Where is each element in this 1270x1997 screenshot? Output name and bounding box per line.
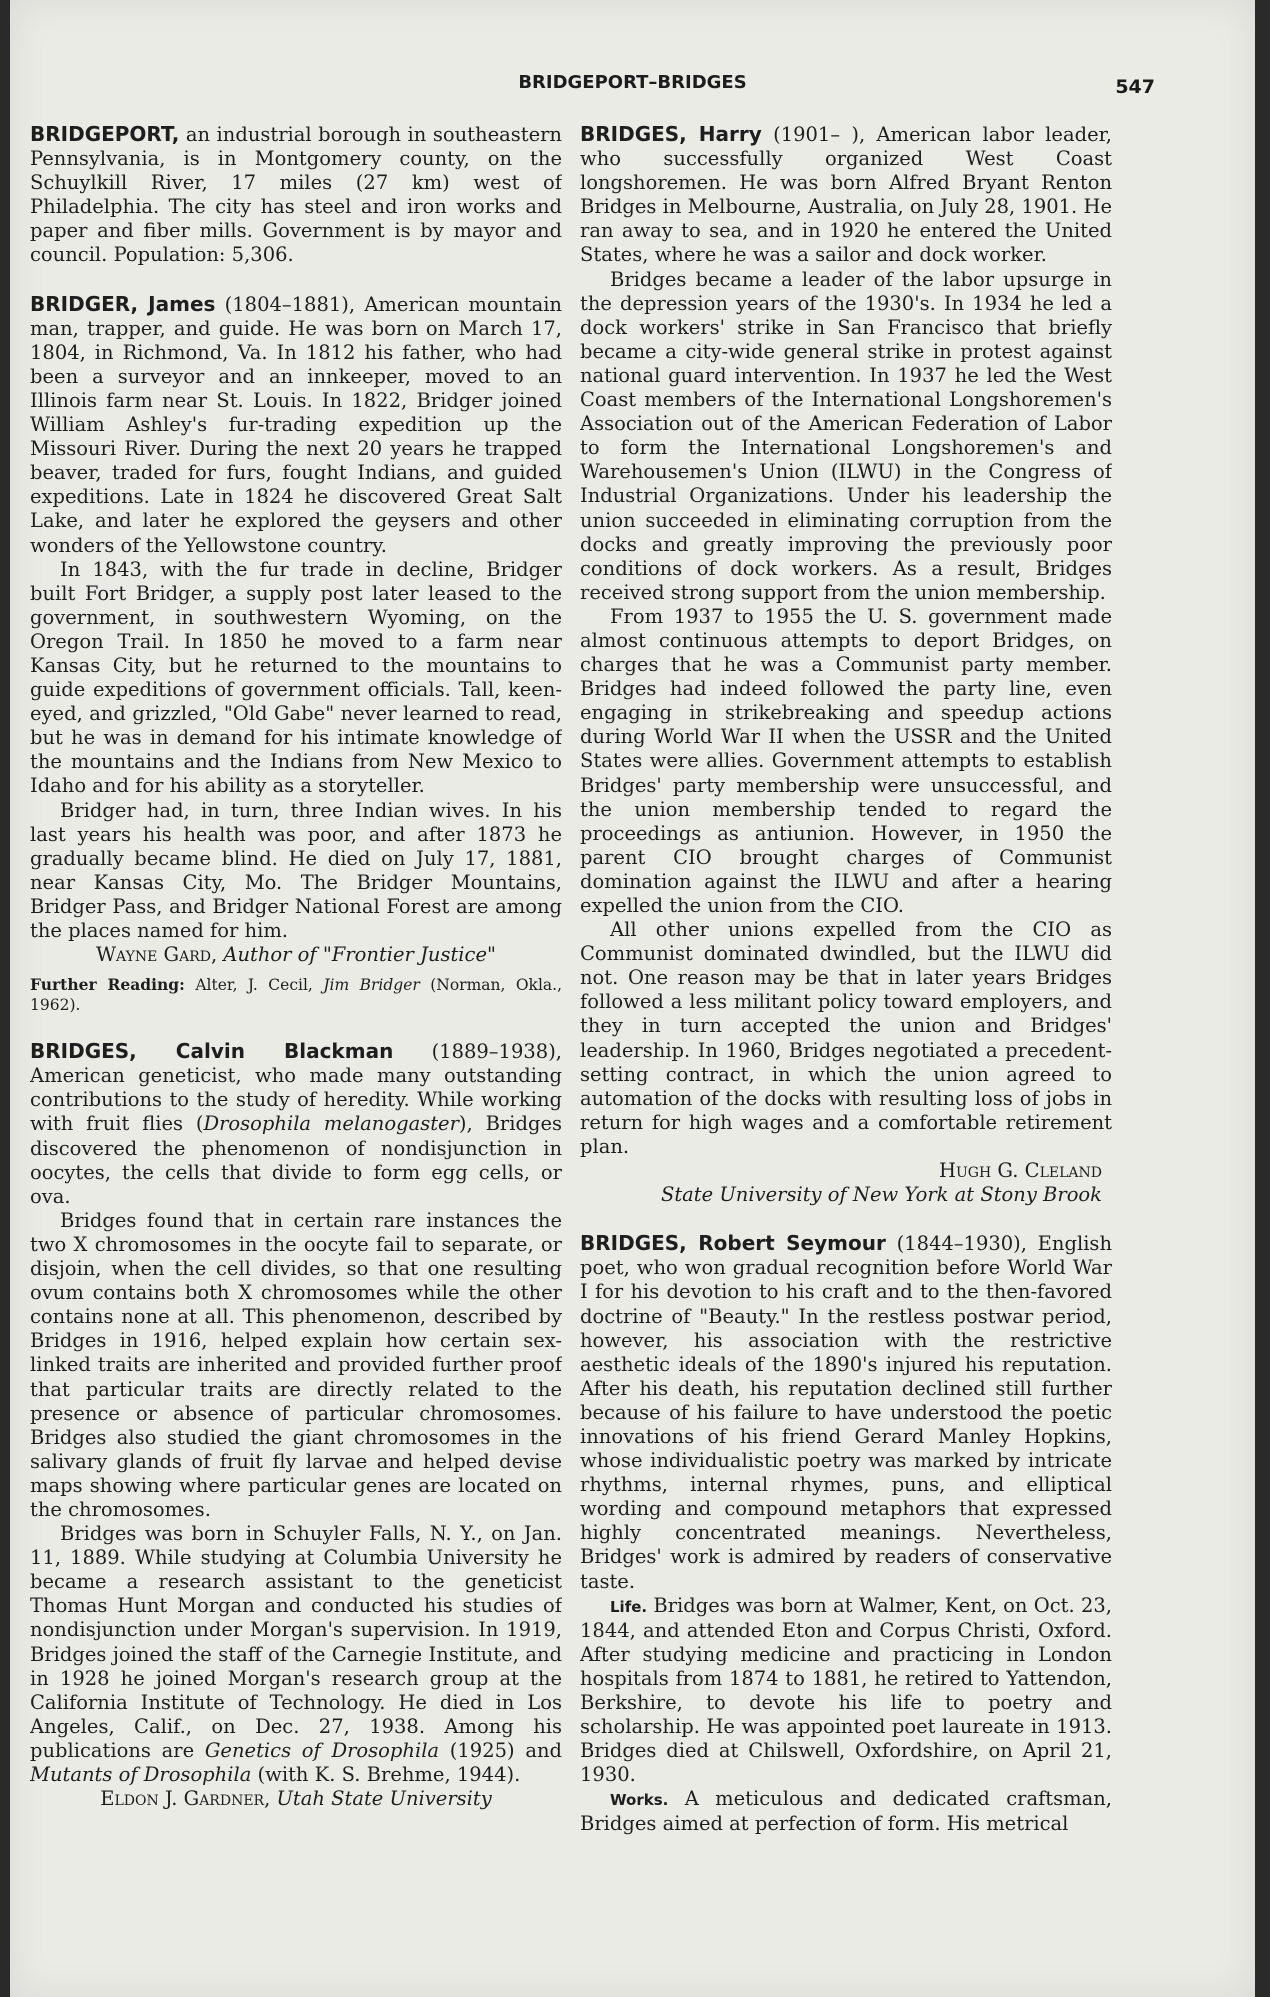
entry-paragraph: In 1843, with the fur trade in decline, Bridger built Fort Bridger, a supply post later leased to the government, in southwestern Wyoming, on the Oregon Trail. In 1850 he moved to a farm near Kansas City, but he returned to the mountains to guide expeditions of government officials. Tall, keen-eyed, and grizzled, "Old Gabe" never learned to read, but he was in demand for his intimate knowledge of the mountains and the Indians from New Mexico to Idaho and for his ability as a storyteller. [30, 557, 562, 798]
entry-paragraph [580, 122, 1112, 268]
entry-paragraph: Bridger had, in turn, three Indian wives. In his last years his health was poor, and after 1873 he gradually became blind. He died on July 17, 1881, near Kansas City, Mo. The Bridger Mountains, Bridger Pass, and Bridger National Forest are among the places named for him. [30, 798, 562, 942]
further-reading-label: Further Reading: [30, 975, 185, 995]
entry-headword: BRIDGES, Harry [580, 122, 762, 146]
entry-headword: BRIDGEPORT, [30, 122, 180, 146]
entry-paragraph [580, 1594, 1112, 1788]
encyclopedia-page [10, 0, 1255, 1997]
entry-bridger [30, 292, 562, 1016]
author-signature [30, 1787, 562, 1811]
entry-paragraph: From 1937 to 1955 the U. S. government made almost continuous attempts to deport Bridges, on charges that he was a Communist party member. Bridges had indeed followed the party line, even engaging in strikebreaking and speedup actions during World War II when the USSR and the United States were allies. Government attempts to establish Bridges' party membership were unsuccessful, and the union membership tended to regard the proceedings as antiunion. However, in 1950 the parent CIO brought charges of Communist domination against the ILWU and after a hearing expelled the union from the CIO. [580, 604, 1112, 917]
entry-paragraph: All other unions expelled from the CIO as Communist dominated dwindled, but the ILWU did not. One reason may be that in later years Bridges followed a less militant policy toward employers, and they in turn accepted the union and Bridges' leadership. In 1960, Bridges negotiated a precedent-setting contract, in which the union agreed to automation of the docks with resulting loss of jobs in return for high wages and a comfortable retirement plan. [580, 918, 1112, 1158]
entry-text: (1901– ), American labor leader, who successfully organized West Coast longshoremen. He was born Alfred Bryant Renton Bridges in Melbourne, Australia, on July 28, 1901. He ran away to sea, and in 1920 he entered the United States, where he was a sailor and dock worker. [580, 123, 1112, 267]
entry-text: A meticulous and dedicated craftsman, Bridges aimed at perfection of form. His metrical [580, 1787, 1112, 1836]
author-affiliation [580, 1183, 1112, 1207]
entry-headword: BRIDGER, James [30, 291, 216, 316]
left-column [30, 122, 562, 1982]
author-name-text: Hugh G. Cleland [939, 1159, 1102, 1183]
entry-robert-bridges [580, 1231, 1112, 1836]
entry-text: (1844–1930), English poet, who won gradual recognition before World War I for his devotion to his craft and to the then-favored doctrine of "Beauty." In the restless postwar period, however, his association with the restrictive aesthetic ideals of the 1890's injured his reputation. After his death, his reputation declined still further because of his failure to have understood the poetic innovations of his friend Gerard Manley Hopkins, whose individualistic poetry was marked by intricate rhythms, internal rhymes, puns, and elliptical wording and compound metaphors that expressed highly concentrated meanings. Nevertheless, Bridges' work is admired by readers of conservative taste. [580, 1232, 1112, 1593]
author-affiliation-text: State University of New York at Stony Brook [660, 1183, 1102, 1207]
publication-title: Mutants of Drosophila [30, 1763, 252, 1786]
entry-calvin-bridges [30, 1039, 562, 1811]
entry-paragraph [30, 292, 562, 558]
page-header [10, 72, 1255, 102]
entry-text: (1925) and [449, 1738, 562, 1762]
entry-paragraph [580, 1787, 1112, 1836]
author-affiliation: Utah State University [276, 1787, 492, 1811]
page-number: 547 [1115, 76, 1155, 98]
author-signature [30, 943, 562, 967]
further-reading-title: Jim Bridger [323, 976, 420, 995]
entry-bridgeport [30, 122, 562, 268]
right-column [580, 122, 1112, 1982]
entry-paragraph [30, 1522, 562, 1787]
entry-text: (1889–1938), American geneticist, who made many outstanding contributions to the study of heredity. While working with fruit flies ( [30, 1040, 562, 1136]
entry-paragraph [580, 1231, 1112, 1593]
species-name: Drosophila melanogaster [203, 1112, 459, 1136]
entry-text: (1804–1881), American mountain man, trapper, and guide. He was born on March 17, 1804, in Richmond, Va. In 1812 his father, who had been a surveyor and an innkeeper, moved to an Illinois farm near St. Louis. In 1822, Bridger joined William Ashley's fur-trading expedition up the Missouri River. During the next 20 years he trapped beaver, traded for furs, fought Indians, and guided expeditions. Late in 1824 he discovered Great Salt Lake, and later he explored the geysers and other wonders of the Yellowstone country. [30, 292, 562, 557]
entry-harry-bridges [580, 122, 1112, 1207]
section-label-works: Works. [610, 1791, 669, 1810]
author-name: Wayne Gard, [96, 943, 218, 967]
entry-text: Bridges was born at Walmer, Kent, on Oct. 23, 1844, and attended Eton and Corpus Christi, Oxford. After studying medicine and practicing in London hospitals from 1874 to 1881, he retired to Yattendon, Berkshire, to devote his life to poetry and scholarship. He was appointed poet laureate in 1913. Bridges died at Chilswell, Oxfordshire, on April 21, 1930. [580, 1593, 1112, 1787]
entry-paragraph [30, 1039, 562, 1209]
author-name [580, 1159, 1112, 1183]
author-name: Eldon J. Gardner, [100, 1787, 271, 1811]
entry-text: ), Bridges discovered the phenomenon of nondisjunction in oocytes, the cells that divide to form egg cells, or ova. [30, 1112, 562, 1208]
entry-paragraph [30, 122, 562, 268]
entry-headword: BRIDGES, Calvin Blackman [30, 1039, 394, 1064]
entry-paragraph: Bridges became a leader of the labor upsurge in the depression years of the 1930's. In 1934 he led a dock workers' strike in San Francisco that briefly became a city-wide general strike in protest against national guard intervention. In 1937 he led the West Coast members of the International Longshoremen's Association out of the American Federation of Labor to form the International Longshoremen's and Warehousemen's Union (ILWU) in the Congress of Industrial Organizations. Under his leadership the union succeeded in eliminating corruption from the docks and greatly improving the previously poor conditions of dock workers. As a result, Bridges received strong support from the union membership. [580, 267, 1112, 604]
entry-paragraph: Bridges found that in certain rare instances the two X chromosomes in the oocyte fail to separate, or disjoin, when the cell divides, so that one resulting ovum contains both X chromosomes while the other contains none at all. This phenomenon, described by Bridges in 1916, helped explain how certain sex-linked traits are inherited and provided further proof that particular traits are directly related to the presence or absence of particular chromosomes. Bridges also studied the giant chromosomes in the salivary glands of fruit fly larvae and helped devise maps showing where particular genes are located on the chromosomes. [30, 1208, 562, 1521]
publication-title: Genetics of Drosophila [204, 1738, 440, 1762]
running-head: BRIDGEPORT–BRIDGES [518, 72, 747, 93]
further-reading [30, 975, 562, 1015]
further-reading-pub: (Norman, Okla., 1962). [30, 976, 562, 1015]
section-label-life: Life. [610, 1597, 648, 1616]
further-reading-author: Alter, J. Cecil, [195, 976, 313, 995]
entry-headword: BRIDGES, Robert Seymour [580, 1231, 886, 1256]
entry-text: Bridges was born in Schuyler Falls, N. Y., on Jan. 11, 1889. While studying at Columbia University he became a research assistant to the geneticist Thomas Hunt Morgan and conducted his studies of nondisjunction under Morgan's supervision. In 1919, Bridges joined the staff of the Carnegie Institute, and in 1928 he joined Morgan's research group at the California Institute of Technology. He died in Los Angeles, Calif., on Dec. 27, 1938. Among his publications are [30, 1522, 562, 1762]
entry-text: (with K. S. Brehme, 1944). [257, 1763, 521, 1786]
entry-text: an industrial borough in southeastern Pennsylvania, is in Montgomery county, on the Schuylkill River, 17 miles (27 km) west of Philadelphia. The city has steel and iron works and paper and fiber mills. Government is by mayor and council. Population: 5,306. [30, 123, 562, 267]
author-affiliation: Author of "Frontier Justice" [223, 943, 496, 967]
